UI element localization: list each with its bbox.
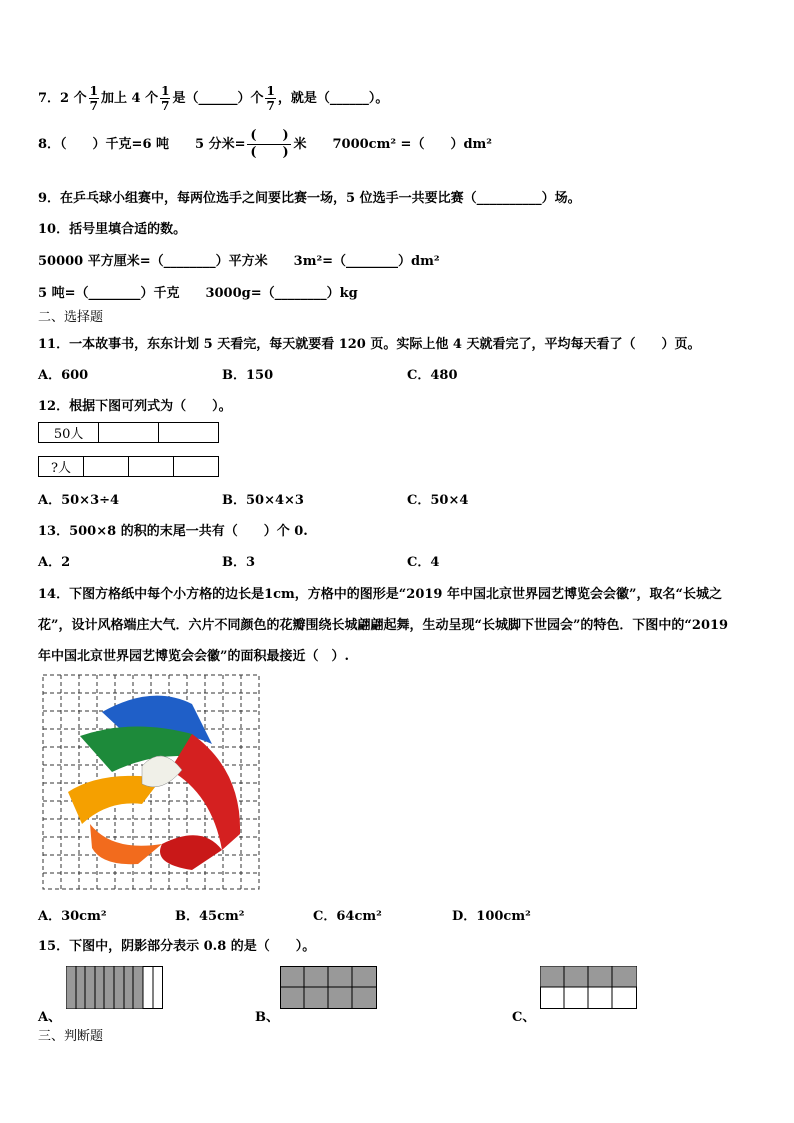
- q7-text-b: 加上 4 个: [100, 91, 159, 106]
- q11-option-b: B．150: [222, 368, 274, 383]
- q13-option-c: C．4: [407, 555, 440, 570]
- bar-diagram-1: [38, 422, 219, 443]
- q7-text-a: 7．2 个: [38, 91, 87, 106]
- question-14-line2: 花”，设计风格端庄大气．六片不同颜色的花瓣围绕长城翩翩起舞，生动呈现“长城脚下世园会”的特色．下图中的“2019: [38, 618, 729, 633]
- question-10-line2: 5 吨=（________）千克 3000g=（________）kg: [38, 286, 358, 301]
- question-8: [38, 128, 492, 161]
- q11-option-a: A．600: [38, 368, 89, 383]
- q14-option-a: A．30cm²: [38, 909, 107, 924]
- question-11: 11．一本故事书，东东计划 5 天看完，每天就要看 120 页。实际上他 4 天就看完了，平均每天看了（ ）页。: [38, 337, 701, 352]
- q13-option-b: B．3: [222, 555, 256, 570]
- q15-option-a: A、: [38, 1010, 62, 1025]
- bar2-label: ?人: [39, 457, 84, 477]
- question-7: [38, 84, 388, 113]
- q15-option-c: C、: [512, 1010, 536, 1025]
- q15-figure-b: [280, 966, 378, 1010]
- q12-option-c: C．50×4: [407, 493, 469, 508]
- bar-diagram-2: [38, 456, 219, 477]
- section-heading-2: 二、选择题: [38, 310, 104, 325]
- fraction-1-7-c: $\frac{1}{7}$: [266, 84, 275, 113]
- q12-option-b: B．50×4×3: [222, 493, 304, 508]
- q15-figure-c: [540, 966, 638, 1010]
- bar1-label: 50人: [39, 423, 99, 443]
- question-15: 15．下图中，阴影部分表示 0.8 的是（ ）。: [38, 939, 316, 954]
- q7-text-d: ，就是（______）。: [277, 91, 389, 106]
- question-9: 9．在乒乓球小组赛中，每两位选手之间要比赛一场，5 位选手一共要比赛（__________）场。: [38, 191, 581, 206]
- fraction-1-7-a: $\frac{1}{7}$: [89, 84, 98, 113]
- q14-option-d: D．100cm²: [452, 909, 531, 924]
- q14-option-b: B．45cm²: [175, 909, 245, 924]
- q8-text-b: 米 7000cm² =（ ）dm²: [293, 137, 492, 152]
- section-heading-3: 三、判断题: [38, 1029, 104, 1044]
- question-12: 12．根据下图可列式为（ ）。: [38, 399, 232, 414]
- fraction-1-7-b: $\frac{1}{7}$: [161, 84, 170, 113]
- q7-text-c: 是（______）个: [172, 91, 264, 106]
- question-13: 13．500×8 的积的末尾一共有（ ）个 0.: [38, 524, 308, 539]
- q8-text-a: 8．（ ）千克=6 吨 5 分米=: [38, 137, 246, 152]
- expo-emblem-grid-figure: [42, 674, 260, 890]
- q12-option-a: A．50×3÷4: [38, 493, 120, 508]
- q11-option-c: C．480: [407, 368, 458, 383]
- question-14-line3: 年中国北京世界园艺博览会会徽”的面积最接近（ ）.: [38, 649, 350, 664]
- question-10-line1: 50000 平方厘米=（________）平方米 3m²=（________）dm²: [38, 254, 440, 269]
- q15-figure-a: [66, 966, 164, 1010]
- q15-option-b: B、: [255, 1010, 279, 1025]
- q13-option-a: A．2: [38, 555, 71, 570]
- question-10-title: 10．括号里填合适的数。: [38, 222, 187, 237]
- q14-option-c: C．64cm²: [313, 909, 382, 924]
- question-14-line1: 14．下图方格纸中每个小方格的边长是1cm，方格中的图形是“2019 年中国北京世界园艺博览会会徽”，取名“长城之: [38, 587, 722, 602]
- fraction-blank: ( ) ( ): [247, 128, 291, 161]
